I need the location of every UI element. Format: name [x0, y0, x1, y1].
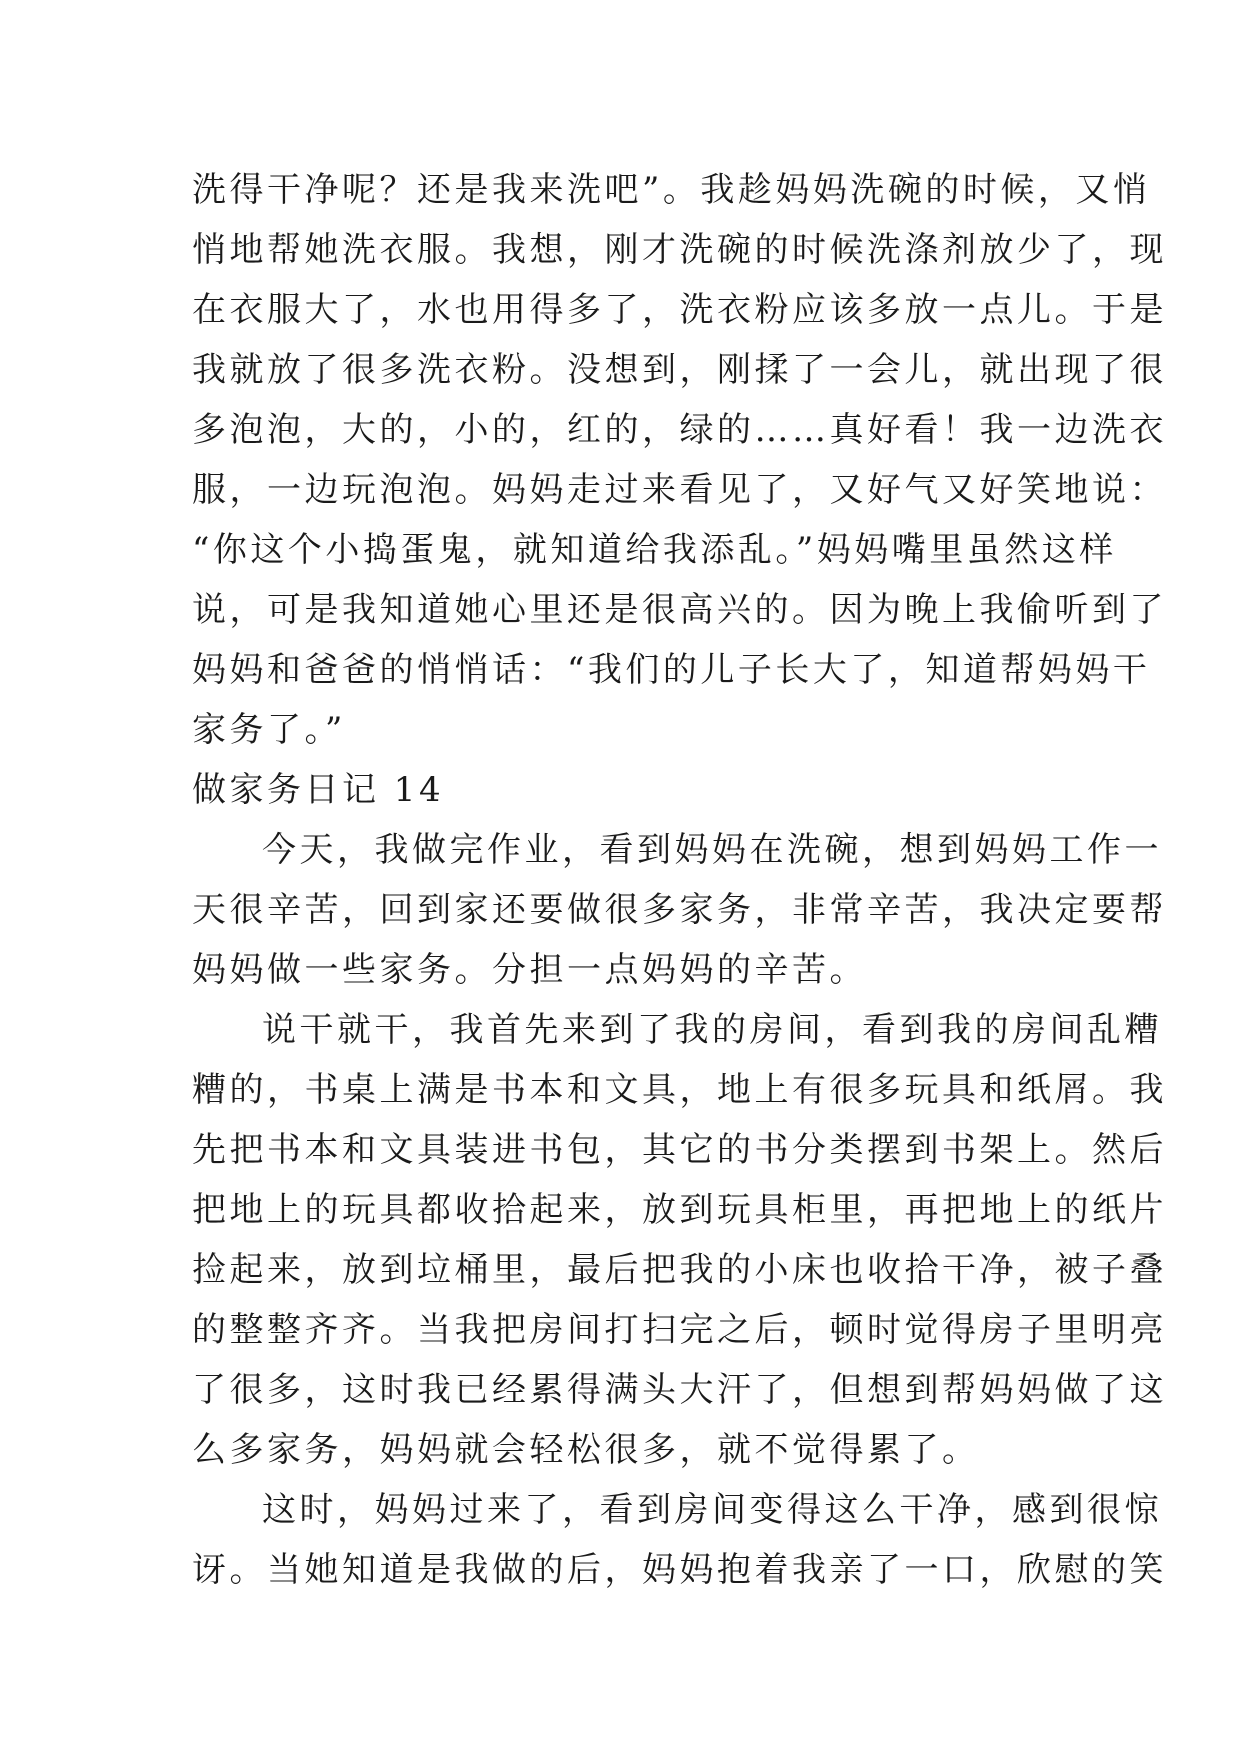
text-line: 悄地帮她洗衣服。我想，刚才洗碗的时候洗涤剂放少了，现: [192, 230, 1167, 270]
text-line: 妈妈做一些家务。分担一点妈妈的辛苦。: [192, 950, 867, 990]
text-line: 讶。当她知道是我做的后，妈妈抱着我亲了一口，欣慰的笑: [192, 1550, 1167, 1590]
text-line: 多泡泡，大的，小的，红的，绿的……真好看！我一边洗衣: [192, 410, 1167, 450]
text-line: 洗得干净呢？还是我来洗吧”。我趁妈妈洗碗的时候，又悄: [192, 170, 1151, 210]
text-line: 先把书本和文具装进书包，其它的书分类摆到书架上。然后: [192, 1130, 1167, 1170]
text-line: 捡起来，放到垃桶里，最后把我的小床也收拾干净，被子叠: [192, 1250, 1167, 1290]
text-line: 妈妈和爸爸的悄悄话：“我们的儿子长大了，知道帮妈妈干: [192, 650, 1151, 690]
text-line: 么多家务，妈妈就会轻松很多，就不觉得累了。: [192, 1430, 980, 1470]
text-line: 了很多，这时我已经累得满头大汗了，但想到帮妈妈做了这: [192, 1370, 1167, 1410]
text-line: 今天，我做完作业，看到妈妈在洗碗，想到妈妈工作一: [262, 830, 1162, 870]
section-heading: 做家务日记 14: [192, 770, 445, 810]
text-line: 说干就干，我首先来到了我的房间，看到我的房间乱糟: [262, 1010, 1162, 1050]
text-line: 的整整齐齐。当我把房间打扫完之后，顿时觉得房子里明亮: [192, 1310, 1167, 1350]
text-line: “你这个小捣蛋鬼，就知道给我添乱。”妈妈嘴里虽然这样: [192, 530, 1117, 570]
text-line: 把地上的玩具都收拾起来，放到玩具柜里，再把地上的纸片: [192, 1190, 1167, 1230]
text-line: 我就放了很多洗衣粉。没想到，刚揉了一会儿，就出现了很: [192, 350, 1167, 390]
document-body: [192, 160, 1167, 1600]
text-line: 这时，妈妈过来了，看到房间变得这么干净，感到很惊: [262, 1490, 1162, 1530]
text-line: 服，一边玩泡泡。妈妈走过来看见了，又好气又好笑地说：: [192, 470, 1167, 510]
text-line: 说，可是我知道她心里还是很高兴的。因为晚上我偷听到了: [192, 590, 1167, 630]
text-line: 在衣服大了，水也用得多了，洗衣粉应该多放一点儿。于是: [192, 290, 1167, 330]
text-line: 家务了。”: [192, 710, 346, 750]
text-line: 天很辛苦，回到家还要做很多家务，非常辛苦，我决定要帮: [192, 890, 1167, 930]
text-line: 糟的，书桌上满是书本和文具，地上有很多玩具和纸屑。我: [192, 1070, 1167, 1110]
